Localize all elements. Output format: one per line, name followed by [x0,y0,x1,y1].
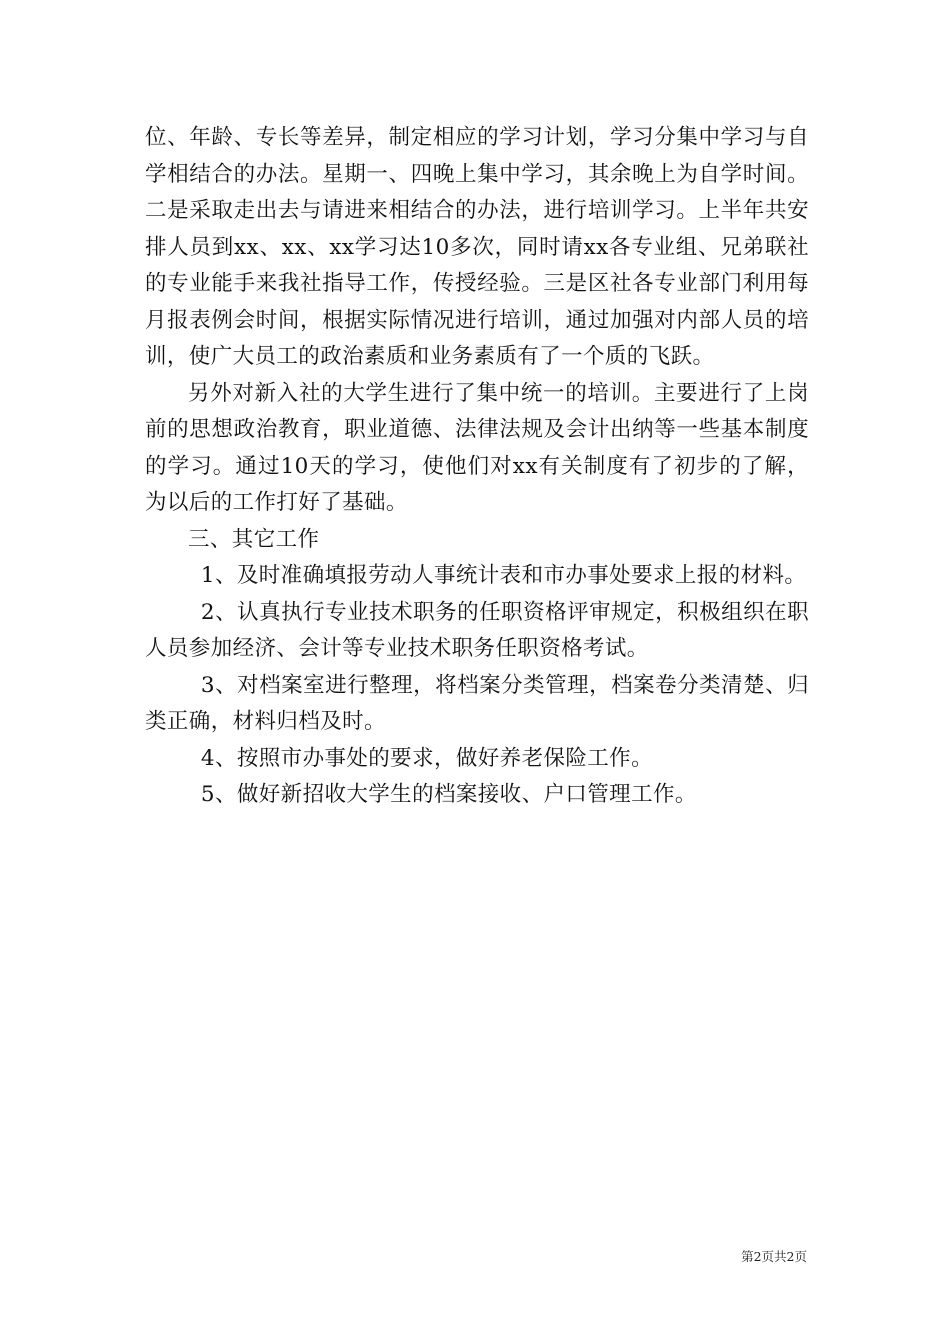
list-item: 4、按照市办事处的要求，做好养老保险工作。 [200,745,653,771]
list-item: 5、做好新招收大学生的档案接收、户口管理工作。 [200,782,697,807]
page-number-footer: 第2页共2页 [741,1249,807,1264]
document-body [145,120,809,814]
paragraph-continuation: 位、年龄、专长等差异，制定相应的学习计划，学习分集中学习与自学相结合的办法。星期一、四晚上集中学习，其余晚上为自学时间。二是采取走出去与请进来相结合的办法，进行培训学习。上半年共安排人员到xx、xx、xx学习达10多次，同时请xx各专业组、兄弟联社的专业能手来我社指导工作，传授经验。三是区社各专业部门利用每月报表例会时间，根据实际情况进行培训，通过加强对内部人员的培训，使广大员工的政治素质和业务素质有了一个质的飞跃。 [145,125,809,369]
paragraph-new-graduate-training: 另外对新入社的大学生进行了集中统一的培训。主要进行了上岗前的思想政治教育，职业道德、法律法规及会计出纳等一些基本制度的学习。通过10天的学习，使他们对xx有关制度有了初步的了解，为以后的工作打好了基础。 [145,380,809,515]
list-item: 1、及时准确填报劳动人事统计表和市办事处要求上报的材料。 [200,563,807,588]
list-item: 2、认真执行专业技术职务的任职资格评审规定，积极组织在职人员参加经济、会计等专业技术职务任职资格考试。 [145,599,809,661]
section-heading-other-work: 三、其它工作 [188,526,320,552]
list-item: 3、对档案室进行整理，将档案分类管理，档案卷分类清楚、归类正确，材料归档及时。 [145,672,809,734]
